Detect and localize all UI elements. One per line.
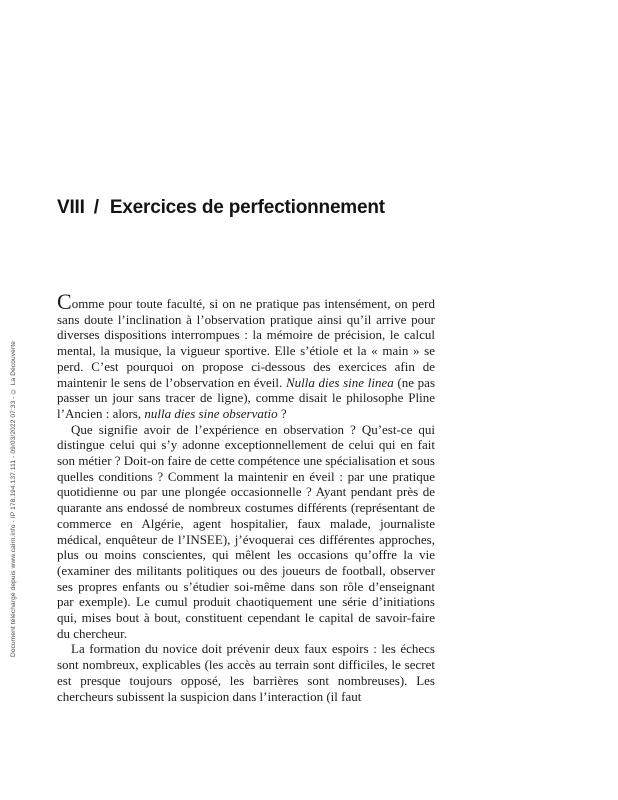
text-segment: La formation du novice doit prévenir deux faux espoirs : les échecs sont nombreux, explicables (les accès au terrain sont difficiles, le secret est presque toujours opposé, les barrières sont nombreuses). Les chercheurs subissent la suspicion dans l’interaction (il faut xyxy=(57,641,435,704)
text-segment: Que signifie avoir de l’expérience en observation ? Qu’est-ce qui distingue celui qui s’y adonne exceptionnellement de celui qui en fait son métier ? Doit-on faire de cette compétence une spécialisation et sous quelles conditions ? Comment la maintenir en éveil : par une pratique quotidienne ou par une plongée occasionnelle ? Ayant pendant près de quarante ans endossé de nombreux costumes différents (représentant de commerce en Algérie, agent hospitalier, faux malade, journaliste médical, enquêteur de l’INSEE), j’évoquerai ces différentes approches, plus ou moins conscientes, qui mêlent les occasions qu’offre la vie (examiner des militants politiques ou des joueurs de football, observer ses propres enfants ou s’étudier soi-même dans son rôle d’enseignant par exemple). Le cumul produit chaotiquement une série d’initiations qui, mises bout à bout, constituent cependant le capital de savoir-faire du chercheur. xyxy=(57,421,435,641)
dropcap-initial: C xyxy=(57,289,72,314)
italic-text-segment: nulla dies sine observatio xyxy=(144,405,278,421)
italic-text-segment: Nulla dies sine linea xyxy=(285,374,394,390)
chapter-separator: / xyxy=(93,197,99,218)
text-segment: (ne pas passer un jour sans tracer de ligne), comme disait le philosophe Pline l’Ancien : alors, xyxy=(57,374,436,421)
download-watermark: Document téléchargé depuis www.cairn.info - IP 178.194.137.111 - 09/03/2022 07:33 - © La Découverte xyxy=(10,341,17,657)
text-segment: ? xyxy=(277,405,287,421)
chapter-number: VIII xyxy=(57,197,85,218)
chapter-heading xyxy=(57,196,385,220)
chapter-title: Exercices de perfectionnement xyxy=(109,197,385,218)
paragraph xyxy=(57,641,435,704)
body-text xyxy=(57,289,436,704)
paragraph xyxy=(57,289,436,422)
paragraph xyxy=(57,422,435,642)
text-segment: omme pour toute faculté, si on ne pratique pas intensément, on perd sans doute l’inclination à l’observation pratique ainsi qu’il arrive pour diverses dispositions interrompues : la mémoire de précision, le calcul mental, la musique, la vigueur sportive. Elle s’étiole et la « main » se perd. C’est pourquoi on propose ci-dessous des exercices afin de maintenir le sens de l’observation en éveil. xyxy=(57,296,435,390)
